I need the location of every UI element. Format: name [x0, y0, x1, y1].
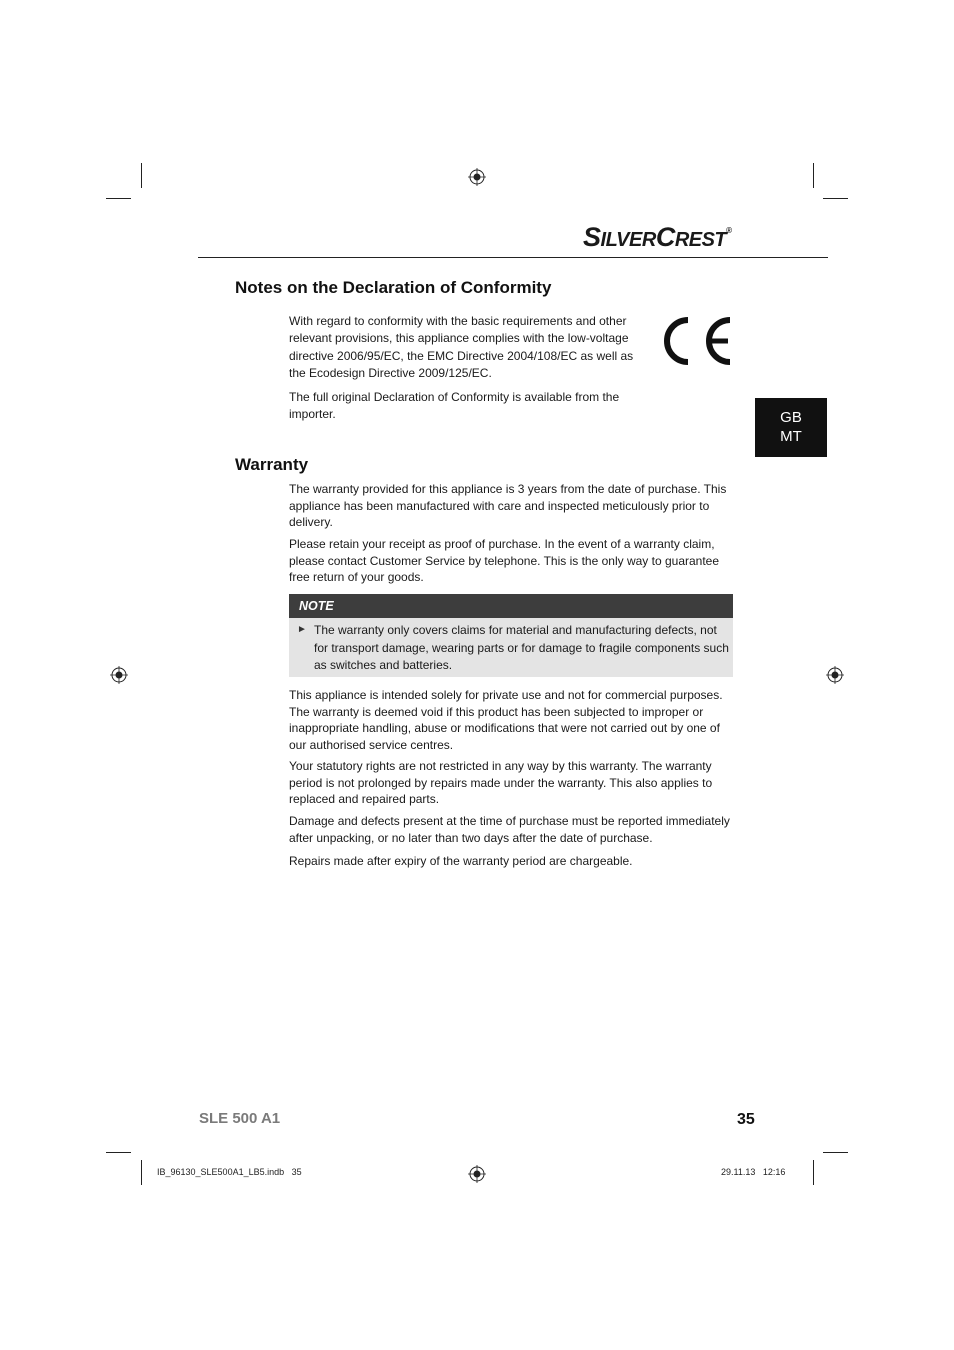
note-box	[289, 618, 733, 677]
brand-rest-ilver: ILVER	[600, 229, 656, 251]
crop-mark	[813, 1160, 814, 1185]
registration-mark-icon	[826, 666, 844, 684]
note-title: NOTE	[299, 599, 334, 613]
note-text: The warranty only covers claims for material and manufacturing defects, not for transport damage, wearing parts or for damage to fragile components such as switches and batteries.	[314, 623, 729, 672]
brand-rest-rest: REST	[674, 229, 727, 251]
registration-mark-icon	[110, 666, 128, 684]
crop-mark	[106, 198, 131, 199]
footer-model-name: SLE 500 A1	[199, 1110, 281, 1127]
warranty-paragraph-5: Damage and defects present at the time of purchase must be reported immediately after unpacking, or no later than two days after the date of purchase.	[289, 814, 730, 845]
ce-mark-icon	[660, 314, 735, 368]
note-header	[289, 594, 733, 618]
crop-mark	[141, 1160, 142, 1185]
conformity-paragraph-1: With regard to conformity with the basic requirements and other relevant provisions, this appliance complies with the low-voltage directive 2006/95/EC, the EMC Directive 2004/108/EC as well as the Ecodesign Directive 2009/125/EC.	[289, 314, 634, 380]
warranty-paragraph-2: Please retain your receipt as proof of purchase. In the event of a warranty claim, please contact Customer Service by telephone. This is the only way to guarantee free return of your goods.	[289, 537, 720, 584]
registered-mark: ®	[726, 226, 732, 235]
crop-mark	[823, 198, 848, 199]
language-code-gb: GB	[780, 409, 802, 426]
brand-logo	[583, 222, 758, 252]
slug-file-info: IB_96130_SLE500A1_LB5.indb 35	[157, 1167, 302, 1177]
crop-mark	[106, 1152, 131, 1153]
registration-mark-icon	[468, 1165, 486, 1183]
crop-mark	[141, 163, 142, 188]
section-heading-warranty: Warranty	[235, 455, 309, 474]
section-heading-conformity: Notes on the Declaration of Conformity	[235, 278, 552, 297]
warranty-paragraph-1: The warranty provided for this appliance is 3 years from the date of purchase. This appliance has been manufactured with care and inspected meticulously prior to delivery.	[289, 482, 727, 529]
language-code-mt: MT	[780, 428, 802, 445]
warranty-paragraph-6: Repairs made after expiry of the warranty period are chargeable.	[289, 854, 633, 868]
brand-initial-s: S	[583, 222, 601, 252]
arrow-right-icon: ►	[297, 624, 307, 635]
language-tab	[755, 398, 827, 457]
page-number: 35	[737, 1111, 755, 1128]
brand-initial-c: C	[655, 222, 675, 252]
header-rule	[198, 257, 828, 258]
warranty-paragraph-3: This appliance is intended solely for private use and not for commercial purposes. The warranty is deemed void if this product has been subjected to improper or inappropriate handling, abuse or modifications that were not carried out by one of our authorised service centres.	[289, 688, 723, 752]
warranty-paragraph-4: Your statutory rights are not restricted in any way by this warranty. The warranty period is not prolonged by repairs made under the warranty. This also applies to replaced and repaired parts.	[289, 759, 713, 806]
slug-date-info: 29.11.13 12:16	[721, 1167, 786, 1177]
crop-mark	[823, 1152, 848, 1153]
registration-mark-icon	[468, 168, 486, 186]
conformity-paragraph-2: The full original Declaration of Conformity is available from the importer.	[289, 390, 620, 422]
crop-mark	[813, 163, 814, 188]
